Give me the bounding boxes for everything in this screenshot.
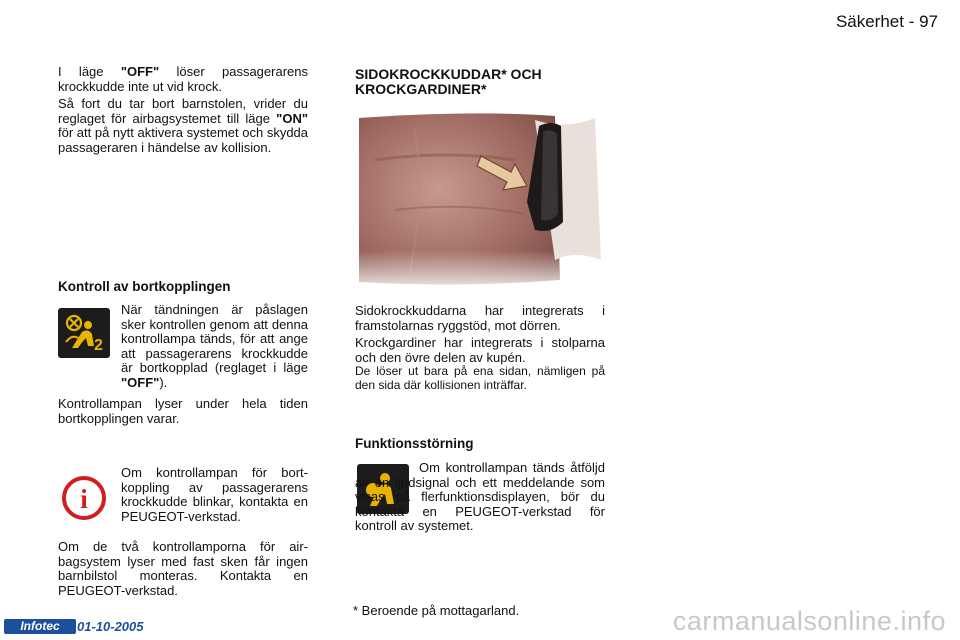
seat-photo-svg (355, 110, 605, 288)
paragraph-lamp-flashing: Om kontrollampan för bortkoppling av passagerarens krockkudde blinkar, kontakta en PEUGEOT-verkstad. (121, 465, 308, 524)
text: "OFF" (120, 64, 160, 79)
info-warning-svg (60, 474, 108, 522)
text: Så fort du tar bort barnstolen, vrider du reglaget för airbagsystemet till läge (58, 96, 308, 126)
page-header-title: Säkerhet - 97 (835, 12, 938, 31)
text: löser passagerarens krockkudde inte ut vid krock. (58, 64, 308, 94)
section-title-side-airbags: SIDOKROCKKUDDAR* OCH KROCKGARDINER* (355, 66, 542, 97)
paragraph-two-lamps: Om de två kontrollamporna för airbagsystem lyser med fast sken får ingen barnbilstol monteras. Kontakta en PEUGEOT-verkstad. (58, 539, 308, 598)
icon-digit: 2 (94, 337, 103, 354)
paragraph-deploy-side: De löser ut bara på ena sidan, nämligen på den sida där kollisionen inträffar. (355, 364, 605, 392)
footnote: * Beroende på mottagarland. (353, 603, 520, 618)
paragraph-malfunction (355, 461, 605, 534)
text: "OFF" (121, 374, 160, 390)
paragraph-on-mode (58, 97, 308, 155)
paragraph-side-airbags: Sidokrockkuddarna har integrerats i framstolarnas ryggstöd, mot dörren. (355, 303, 605, 333)
infotec-logo (4, 619, 76, 634)
paragraph-curtain-airbags: Krockgardiner har integrerats i stolparna och den övre delen av kupén. (355, 335, 605, 365)
paragraph-off-mode (58, 65, 308, 94)
watermark: carmanualsonline.info (672, 606, 946, 636)
icon-letter: i (80, 484, 88, 514)
text: I läge (58, 64, 121, 79)
footer-date: 01-10-2005 (77, 619, 144, 634)
seat-side-airbag-photo (355, 110, 605, 288)
text: När tändningen är påslagen sker kontrollen genom att denna kontrollampa tänds, för att ange att passagerarens krockkudde är bortkopplad (reglaget i läge (121, 302, 308, 375)
text: ). (159, 374, 168, 390)
text: "ON" (276, 110, 308, 126)
passenger-airbag-off-icon (58, 308, 110, 358)
text: för att på nytt aktivera systemet och skydda passageraren i händelse av kollision. (58, 125, 309, 155)
paragraph-lamp-lit: Kontrollampan lyser under hela tiden bortkopplingen varar. (58, 396, 308, 426)
section-title-malfunction: Funktionsstörning (355, 436, 474, 451)
info-warning-icon (60, 474, 108, 522)
text: Om kontrollampan tänds åtföljd av en ljudsignal och ett meddelande som visas på flerfunktionsdisplayen, bör du kontakta en PEUGEOT-verkstad för kontroll av systemet. (355, 460, 605, 533)
passenger-airbag-off-svg (58, 308, 110, 358)
section-title-deactivation-check: Kontroll av bortkopplingen (58, 279, 231, 294)
logo-text: Infotec (20, 619, 60, 633)
paragraph-deactivation-check (121, 303, 308, 390)
